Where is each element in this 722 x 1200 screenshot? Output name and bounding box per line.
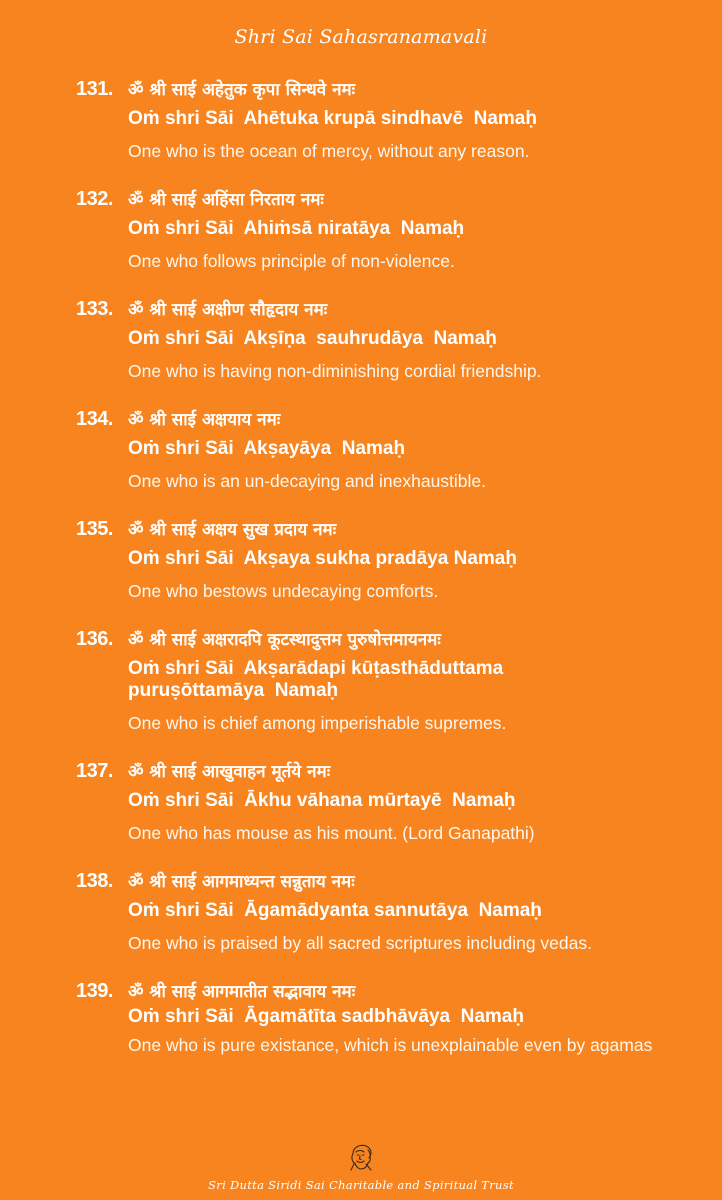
entry-number: 134. (76, 408, 113, 430)
entry-meaning: One who bestows undecaying comforts. (128, 581, 439, 601)
entry-number: 139. (76, 980, 113, 1002)
entry-transliteration: Oṁ shri Sāi Akṣīṇa sauhrudāya Namaḥ (128, 328, 497, 349)
entry-devanagari: ॐ श्री साई अक्षीण सौहृदाय नमः (128, 300, 328, 320)
entry-meaning: One who is the ocean of mercy, without any reason. (128, 141, 530, 161)
entry-transliteration: Oṁ shri Sāi Āgamādyanta sannutāya Namaḥ (128, 900, 542, 921)
entry-number: 137. (76, 760, 113, 782)
entry-number: 136. (76, 628, 113, 650)
entry-meaning: One who has mouse as his mount. (Lord Ganapathi) (128, 823, 535, 843)
sai-baba-sketch-icon (344, 1140, 378, 1174)
entry-number: 135. (76, 518, 113, 540)
entry-transliteration: Oṁ shri Sāi Ahiṁsā niratāya Namaḥ (128, 218, 465, 239)
entry-transliteration: Oṁ shri Sāi Akṣayāya Namaḥ (128, 438, 406, 459)
entry-number: 133. (76, 298, 113, 320)
list-item (76, 188, 706, 272)
entry-transliteration: Oṁ shri Sāi Akṣaya sukha pradāya Namaḥ (128, 548, 517, 569)
entry-meaning: One who is an un-decaying and inexhaustible. (128, 471, 487, 491)
entry-devanagari: ॐ श्री साई आगमाध्यन्त सन्नुताय नमः (128, 872, 355, 892)
entry-meaning: One who is chief among imperishable supremes. (128, 713, 507, 733)
footer-text: Sri Dutta Siridi Sai Charitable and Spiritual Trust (208, 1178, 514, 1192)
list-item (76, 980, 706, 1056)
list-item (76, 518, 706, 602)
entry-transliteration: Oṁ shri Sāi Ahētuka krupā sindhavē Namaḥ (128, 108, 537, 129)
entry-transliteration: Oṁ shri Sāi Akṣarādapi kūṭasthāduttama puruṣōttamāya Namaḥ (128, 658, 504, 701)
entry-number: 132. (76, 188, 113, 210)
list-item (76, 870, 706, 954)
page-title: Shri Sai Sahasranamavali (234, 26, 488, 48)
footer (0, 1140, 722, 1192)
entry-number: 131. (76, 78, 113, 100)
entry-devanagari: ॐ श्री साई अक्षय सुख प्रदाय नमः (128, 520, 337, 540)
entry-devanagari: ॐ श्री साई अक्षयाय नमः (128, 410, 281, 430)
entry-meaning: One who is praised by all sacred scriptures including vedas. (128, 933, 592, 953)
entry-devanagari: ॐ श्री साई आगमातीत सद्भावाय नमः (128, 982, 356, 1002)
entry-number: 138. (76, 870, 113, 892)
list-item (76, 628, 706, 734)
list-item (76, 760, 706, 844)
entry-devanagari: ॐ श्री साई अक्षरादपि कूटस्थादुत्तम पुरुषोत्तमायनमः (128, 630, 441, 650)
entry-devanagari: ॐ श्री साई अहिंसा निरताय नमः (128, 190, 324, 210)
entry-meaning: One who is having non-diminishing cordial friendship. (128, 361, 542, 381)
entry-devanagari: ॐ श्री साई अहेतुक कृपा सिन्धवे नमः (128, 80, 356, 100)
entry-transliteration: Oṁ shri Sāi Ākhu vāhana mūrtayē Namaḥ (128, 790, 516, 811)
entry-transliteration: Oṁ shri Sāi Āgamātīta sadbhāvāya Namaḥ (128, 1006, 524, 1027)
entry-devanagari: ॐ श्री साई आखुवाहन मूर्तये नमः (128, 762, 331, 782)
list-item (76, 408, 706, 492)
list-item (76, 298, 706, 382)
entry-list (76, 78, 706, 1056)
list-item (76, 78, 706, 162)
entry-meaning: One who is pure existance, which is unexplainable even by agamas (128, 1035, 653, 1055)
entry-meaning: One who follows principle of non-violence. (128, 251, 455, 271)
